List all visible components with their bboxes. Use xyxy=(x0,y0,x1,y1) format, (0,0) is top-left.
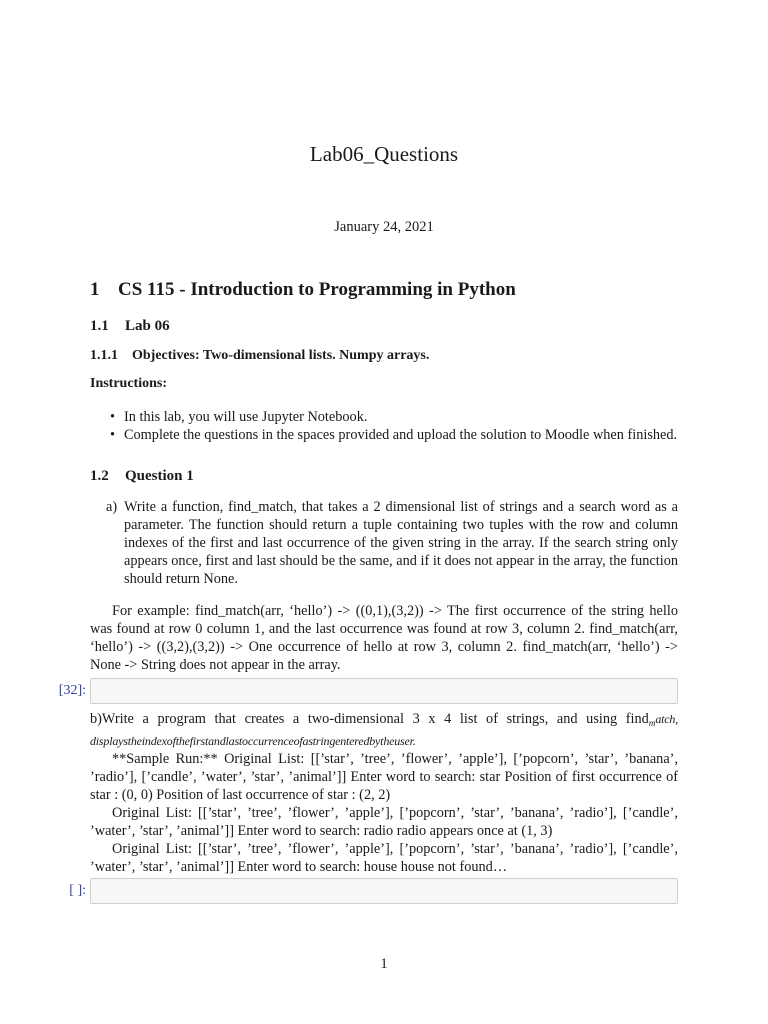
page-number: 1 xyxy=(380,956,388,972)
subsection-number: 1.1 xyxy=(90,318,109,334)
subsection-title: Question 1 xyxy=(125,468,194,484)
instructions-list xyxy=(90,408,678,444)
question-b-math-text: atch, displaystheindexofthefirstandlastoccurrenceofastringenteredbytheuser. xyxy=(90,712,678,748)
document-date: January 24, 2021 xyxy=(334,219,434,235)
sample-run-1: **Sample Run:** Original List: [[’star’, ’tree’, ’flower’, ’apple’], [’popcorn’, ’star’, ’banana’, ’radio’], [’candle’, ’water’, ’star’, ’animal’]] Enter word to search: star Position of first occurrence of star : (0, 0) Position of last occurrence of star : (2, 2) xyxy=(90,751,678,803)
code-cell-input[interactable] xyxy=(90,878,678,904)
subsubsection-heading-1-1-1 xyxy=(90,346,678,366)
document-title: Lab06_Questions xyxy=(309,142,459,166)
sample-run-2: Original List: [[’star’, ’tree’, ’flower’, ’apple’], [’popcorn’, ’star’, ’banana’, ’radio’], [’candle’, ’water’, ’star’, ’animal’]] Enter word to search: radio radio appears once at (1, 3) xyxy=(90,805,678,839)
section-number: 1 xyxy=(90,279,100,300)
question-a-label: a) xyxy=(106,499,118,515)
code-cell xyxy=(69,878,678,904)
section-heading-1 xyxy=(90,278,678,302)
list-item: • Complete the questions in the spaces provided and upload the solution to Moodle when finished. xyxy=(124,426,678,444)
list-item: • In this lab, you will use Jupyter Notebook. xyxy=(124,408,678,426)
subsection-number: 1.2 xyxy=(90,468,109,484)
question-b-subscript: m xyxy=(648,718,656,728)
subsection-heading-1-2 xyxy=(90,466,678,486)
cell-prompt: [32]: xyxy=(58,683,86,698)
example-paragraph: For example: find_match(arr, ‘hello’) -> ((0,1),(3,2)) -> The first occurrence of the string hello was found at row 0 column 1, and the last occurrence was found at row 3, column 2. find_match(arr, ‘hello’) -> ((3,2),(3,2)) -> One occurrence of hello at row 3, column 2. find_match(arr, ‘hello’) -> None -> String does not appear in the array. xyxy=(90,603,678,673)
question-b-text: b)Write a program that creates a two-dimensional 3 x 4 list of strings, and using find xyxy=(90,711,649,727)
subsubsection-title: Objectives: Two-dimensional lists. Numpy arrays. xyxy=(132,348,430,363)
question-a-text: Write a function, find_match, that takes a 2 dimensional list of strings and a search word as a parameter. The function should return a tuple containing two tuples with the row and column indexes of the first and last occurrence of the given string in the array. If the search string only appears once, first and last should be the same, and if it does not appear in the array, the function should return None. xyxy=(124,499,678,587)
question-b-intro xyxy=(90,710,678,750)
question-a xyxy=(106,498,678,588)
cell-prompt: [ ]: xyxy=(69,883,86,898)
document-body xyxy=(58,278,678,910)
code-cell xyxy=(58,678,678,704)
subsection-title: Lab 06 xyxy=(125,318,170,334)
code-cell-input[interactable] xyxy=(90,678,678,704)
subsubsection-number: 1.1.1 xyxy=(90,348,118,363)
sample-run-3: Original List: [[’star’, ’tree’, ’flower’, ’apple’], [’popcorn’, ’star’, ’banana’, ’radio’], [’candle’, ’water’, ’star’, ’animal’]] Enter word to search: house house not found… xyxy=(90,841,678,875)
subsection-heading-1-1 xyxy=(90,316,678,336)
instructions-label: Instructions: xyxy=(90,376,168,391)
section-title: CS 115 - Introduction to Programming in Python xyxy=(118,279,516,300)
